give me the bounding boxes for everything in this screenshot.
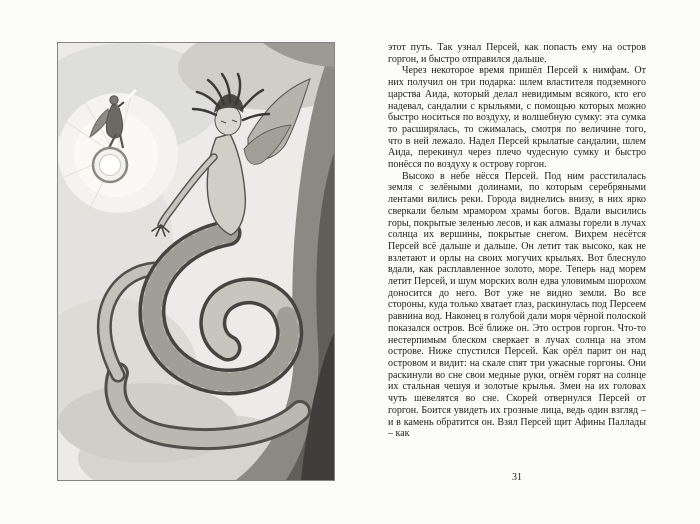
illustration-image <box>58 43 334 480</box>
paragraph: этот путь. Так узнал Персей, как попасть ему на остров горгон, и быстро отправился дальше. <box>388 42 646 65</box>
text-column <box>388 42 646 466</box>
paragraph: Через некоторое время пришёл Персей к нимфам. От них получил он три подарка: шлем властителя подземного царства Аида, который делал невидимым всякого, кто его надевал, сандалии с крыльями, с помощью которых можно быстро носиться по воздуху, и волшебную сумку: эта сумка то расширялась, то сжималась, смотря по величине того, что в ней лежало. Надел Персей крылатые сандалии, шлем Аида, перекинул через плечо чудесную сумку и быстро понёсся по воздуху к острову горгон. <box>388 65 646 171</box>
page-number: 31 <box>512 472 522 483</box>
paragraph: Высоко в небе нёсся Персей. Под ним расстилалась земля с зелёными долинами, по которым серебряными лентами вились реки. Города виднелись внизу, в них ярко сверкали белым мрамором храмы богов. Вдали высились горы, покрытые зеленью лесов, и как алмазы горели в лучах солнца их вершины, покрытые снегом. Вихрем несётся Персей всё дальше и дальше. Он летит так высоко, как не взлетают и орлы на своих могучих крыльях. Вот блеснуло вдали, как расплавленное золото, море. Теперь над морем летит Персей, и шум морских волн едва уловимым шорохом доносится до него. Вот уже не видно земли. Во все стороны, куда только хватает глаз, раскинулась под Персеем равнина вод. Наконец в голубой дали моря чёрной полоской показался остров. Всё ближе он. Это остров горгон. Что-то нестерпимым блеском сверкает в лучах солнца на этом острове. Ниже спустился Персей. Как орёл парит он над островом и видит: на скале спят три ужасные горгоны. Они раскинули во сне свои медные руки, огнём горят на солнце их стальная чешуя и золотые крылья. Змеи на их головах чуть шевелятся во сне. Скорей отвернулся Персей от горгон. Боится увидеть их грозные лица, ведь один взгляд – и в камень обратится он. Взял Персей щит Афины Паллады – как <box>388 170 646 440</box>
illustration <box>57 42 335 481</box>
